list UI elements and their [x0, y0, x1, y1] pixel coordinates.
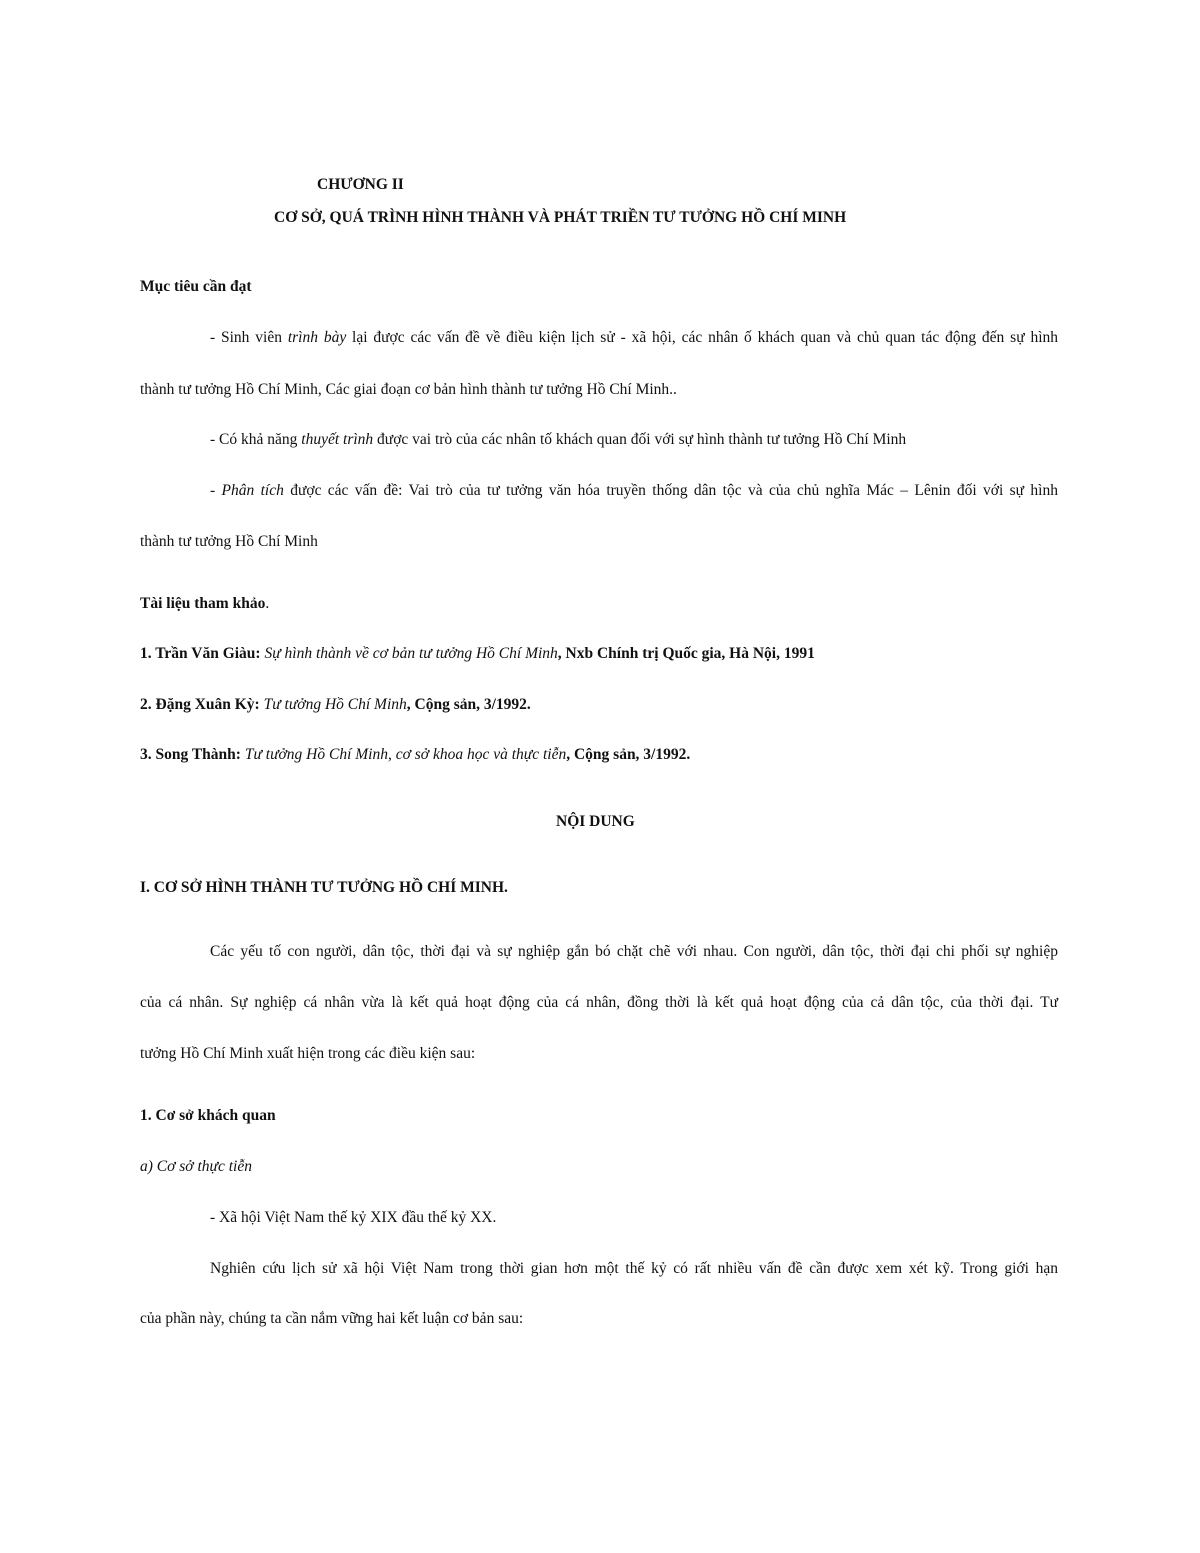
references-heading: Tài liệu tham khảo. — [140, 595, 270, 612]
reference-item-1: 1. Trần Văn Giàu: Sự hình thành về cơ bản tư tưởng Hồ Chí Minh, Nxb Chính trị Quốc gia, Hà Nội, 1991 — [140, 645, 815, 662]
section-1-heading: I. CƠ SỞ HÌNH THÀNH TƯ TƯỞNG HỒ CHÍ MINH. — [140, 879, 508, 896]
reference-item-3: 3. Song Thành: Tư tưởng Hồ Chí Minh, cơ sở khoa học và thực tiễn, Cộng sản, 3/1992. — [140, 746, 691, 763]
objective-item-1-continuation: thành tư tưởng Hồ Chí Minh, Các giai đoạn cơ bản hình thành tư tưởng Hồ Chí Minh.. — [140, 381, 677, 398]
paragraph-2-line-1: Nghiên cứu lịch sử xã hội Việt Nam trong thời gian hơn một thế kỷ có rất nhiều vấn đề cần được xem xét kỹ. Trong giới hạn — [210, 1260, 1058, 1277]
chapter-label: CHƯƠNG II — [317, 176, 404, 193]
chapter-title: CƠ SỞ, QUÁ TRÌNH HÌNH THÀNH VÀ PHÁT TRIỀN TƯ TƯỞNG HỒ CHÍ MINH — [274, 209, 847, 226]
objective-item-3-continuation: thành tư tưởng Hồ Chí Minh — [140, 533, 318, 550]
paragraph-1-line-1: Các yếu tố con người, dân tộc, thời đại và sự nghiệp gắn bó chặt chẽ với nhau. Con người, dân tộc, thời đại chi phối sự nghiệp — [210, 943, 1058, 960]
emphasis-text: Phân tích — [221, 482, 284, 499]
subsection-1-heading: 1. Cơ sở khách quan — [140, 1107, 276, 1124]
objective-item-3: - Phân tích được các vấn đề: Vai trò của tư tưởng văn hóa truyền thống dân tộc và của chủ nghĩa Mác – Lênin đối với sự hình — [210, 482, 1058, 499]
paragraph-1-line-2: của cá nhân. Sự nghiệp cá nhân vừa là kết quả hoạt động của cá nhân, đồng thời là kết quả hoạt động của cả dân tộc, của thời đại. Tư — [140, 994, 1058, 1011]
reference-item-2: 2. Đặng Xuân Kỳ: Tư tưởng Hồ Chí Minh, Cộng sản, 3/1992. — [140, 696, 531, 713]
subsection-1a-heading: a) Cơ sở thực tiễn — [140, 1158, 252, 1175]
objective-item-2: - Có khả năng thuyết trình được vai trò của các nhân tố khách quan đối với sự hình thành tư tưởng Hồ Chí Minh — [210, 431, 907, 448]
emphasis-text: thuyết trình — [301, 431, 374, 448]
objective-item-1: - Sinh viên trình bày lại được các vấn đề về điều kiện lịch sử - xã hội, các nhân ố khách quan và chủ quan tác động đến sự hình — [210, 329, 1058, 346]
content-heading: NỘI DUNG — [556, 813, 635, 830]
emphasis-text: trình bày — [287, 329, 347, 346]
paragraph-2-line-2: của phần này, chúng ta cần nắm vững hai kết luận cơ bản sau: — [140, 1310, 524, 1327]
objectives-heading: Mục tiêu cần đạt — [140, 278, 252, 295]
paragraph-1-line-3: tưởng Hồ Chí Minh xuất hiện trong các điều kiện sau: — [140, 1045, 476, 1062]
bullet-item: - Xã hội Việt Nam thế kỷ XIX đầu thế kỷ XX. — [210, 1209, 497, 1226]
